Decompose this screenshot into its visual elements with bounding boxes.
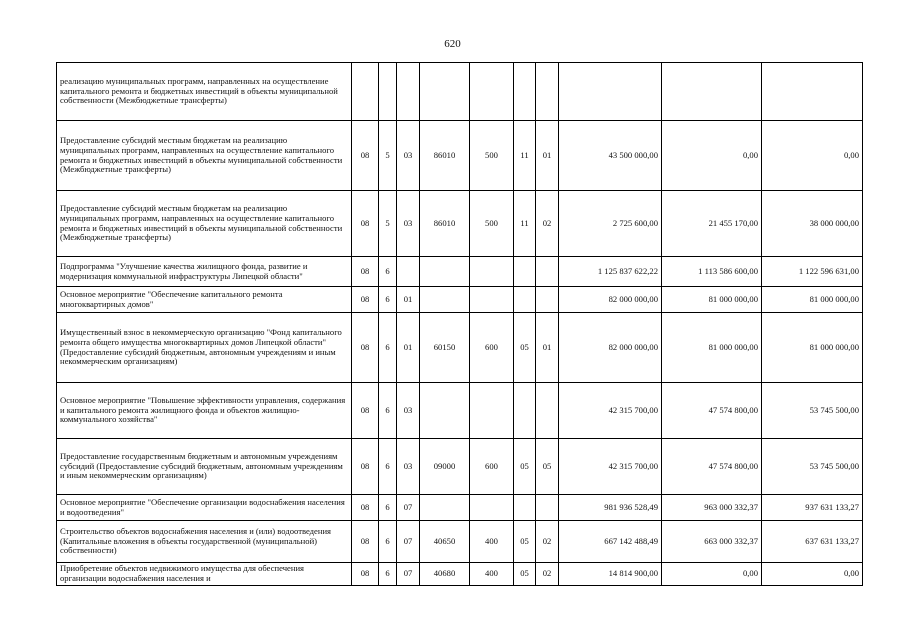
amount-year1: 42 315 700,00 [559, 383, 662, 439]
amount-year3: 0,00 [762, 121, 863, 191]
code-gp: 08 [352, 257, 379, 287]
code-section: 05 [514, 521, 536, 563]
code-subsection [536, 257, 559, 287]
amount-year2: 47 574 800,00 [662, 439, 762, 495]
amount-year2: 1 113 586 600,00 [662, 257, 762, 287]
code-direction [420, 495, 470, 521]
row-description: Основное мероприятие "Обеспечение организации водоснабжения населения и водоотведения" [57, 495, 352, 521]
code-direction: 09000 [420, 439, 470, 495]
code-om: 03 [397, 383, 420, 439]
amount-year1: 667 142 488,49 [559, 521, 662, 563]
amount-year3: 937 631 133,27 [762, 495, 863, 521]
code-expense-type [470, 257, 514, 287]
code-pp: 6 [379, 383, 397, 439]
code-om: 03 [397, 121, 420, 191]
row-description: Основное мероприятие "Повышение эффективности управления, содержания и капитального ремонта жилищного фонда и объектов жилищно-коммунального хозяйства" [57, 383, 352, 439]
code-pp: 6 [379, 257, 397, 287]
code-gp: 08 [352, 121, 379, 191]
amount-year2: 81 000 000,00 [662, 287, 762, 313]
amount-year2: 81 000 000,00 [662, 313, 762, 383]
code-section: 11 [514, 121, 536, 191]
code-pp [379, 63, 397, 121]
table-row [57, 121, 863, 191]
code-direction: 40650 [420, 521, 470, 563]
code-om: 03 [397, 439, 420, 495]
table-row [57, 495, 863, 521]
code-om [397, 257, 420, 287]
code-om: 07 [397, 563, 420, 586]
code-direction [420, 287, 470, 313]
row-description: Предоставление государственным бюджетным и автономным учреждениям субсидий (Предоставление субсидий бюджетным, автономным учреждениям и иным некоммерческим организациям) [57, 439, 352, 495]
amount-year3 [762, 63, 863, 121]
code-expense-type: 600 [470, 313, 514, 383]
code-expense-type: 400 [470, 521, 514, 563]
code-direction [420, 383, 470, 439]
code-expense-type: 400 [470, 563, 514, 586]
code-subsection [536, 495, 559, 521]
code-section [514, 383, 536, 439]
table-row [57, 521, 863, 563]
amount-year1: 2 725 600,00 [559, 191, 662, 257]
code-pp: 6 [379, 287, 397, 313]
amount-year2: 0,00 [662, 121, 762, 191]
amount-year1: 14 814 900,00 [559, 563, 662, 586]
row-description: реализацию муниципальных программ, направленных на осуществление капитального ремонта и бюджетных инвестиций в объекты муниципальной собственности (Межбюджетные трансферты) [57, 63, 352, 121]
code-gp: 08 [352, 313, 379, 383]
code-direction: 86010 [420, 121, 470, 191]
table-row [57, 383, 863, 439]
code-om: 01 [397, 287, 420, 313]
code-gp: 08 [352, 191, 379, 257]
code-section: 05 [514, 563, 536, 586]
amount-year3: 0,00 [762, 563, 863, 586]
code-expense-type: 600 [470, 439, 514, 495]
code-direction: 86010 [420, 191, 470, 257]
code-expense-type: 500 [470, 191, 514, 257]
code-om [397, 63, 420, 121]
code-section [514, 257, 536, 287]
code-direction: 40680 [420, 563, 470, 586]
code-pp: 5 [379, 191, 397, 257]
amount-year3: 53 745 500,00 [762, 383, 863, 439]
code-pp: 5 [379, 121, 397, 191]
amount-year2: 0,00 [662, 563, 762, 586]
code-om: 07 [397, 521, 420, 563]
code-expense-type [470, 63, 514, 121]
amount-year3: 1 122 596 631,00 [762, 257, 863, 287]
amount-year3: 81 000 000,00 [762, 313, 863, 383]
code-direction: 60150 [420, 313, 470, 383]
code-pp: 6 [379, 563, 397, 586]
code-pp: 6 [379, 495, 397, 521]
code-gp: 08 [352, 383, 379, 439]
table-row [57, 563, 863, 586]
amount-year3: 38 000 000,00 [762, 191, 863, 257]
code-gp: 08 [352, 495, 379, 521]
code-section [514, 495, 536, 521]
code-gp: 08 [352, 439, 379, 495]
table-row [57, 191, 863, 257]
code-subsection: 01 [536, 313, 559, 383]
code-pp: 6 [379, 439, 397, 495]
row-description: Подпрограмма "Улучшение качества жилищного фонда, развитие и модернизация коммунальной инфраструктуры Липецкой области" [57, 257, 352, 287]
amount-year1: 42 315 700,00 [559, 439, 662, 495]
row-description: Имущественный взнос в некоммерческую организацию "Фонд капитального ремонта общего имущества многоквартирных домов Липецкой области" (Предоставление субсидий бюджетным, автономным учреждениям и иным некоммерческим организациям) [57, 313, 352, 383]
code-gp [352, 63, 379, 121]
amount-year1 [559, 63, 662, 121]
code-subsection [536, 383, 559, 439]
amount-year3: 81 000 000,00 [762, 287, 863, 313]
row-description: Предоставление субсидий местным бюджетам на реализацию муниципальных программ, направленных на осуществление капитального ремонта и бюджетных инвестиций в объекты муниципальной собственности (Межбюджетные трансферты) [57, 191, 352, 257]
table-row [57, 313, 863, 383]
budget-table [56, 62, 863, 586]
code-subsection [536, 63, 559, 121]
amount-year1: 43 500 000,00 [559, 121, 662, 191]
code-subsection: 05 [536, 439, 559, 495]
code-section: 11 [514, 191, 536, 257]
code-pp: 6 [379, 521, 397, 563]
code-expense-type [470, 495, 514, 521]
code-direction [420, 63, 470, 121]
amount-year1: 981 936 528,49 [559, 495, 662, 521]
row-description: Строительство объектов водоснабжения населения и (или) водоотведения (Капитальные вложения в объекты государственной (муниципальной) собственности) [57, 521, 352, 563]
code-direction [420, 257, 470, 287]
code-section: 05 [514, 439, 536, 495]
code-subsection: 02 [536, 191, 559, 257]
row-description: Приобретение объектов недвижимого имущества для обеспечения организации водоснабжения населения и [57, 563, 352, 586]
page-number: 620 [444, 38, 461, 50]
amount-year2: 47 574 800,00 [662, 383, 762, 439]
code-gp: 08 [352, 563, 379, 586]
amount-year1: 82 000 000,00 [559, 287, 662, 313]
table-row [57, 439, 863, 495]
amount-year3: 53 745 500,00 [762, 439, 863, 495]
code-expense-type [470, 383, 514, 439]
code-om: 01 [397, 313, 420, 383]
amount-year2: 963 000 332,37 [662, 495, 762, 521]
code-expense-type [470, 287, 514, 313]
table-row [57, 287, 863, 313]
amount-year2: 663 000 332,37 [662, 521, 762, 563]
code-section [514, 63, 536, 121]
code-gp: 08 [352, 521, 379, 563]
amount-year3: 637 631 133,27 [762, 521, 863, 563]
row-description: Предоставление субсидий местным бюджетам на реализацию муниципальных программ, направленных на осуществление капитального ремонта и бюджетных инвестиций в объекты муниципальной собственности (Межбюджетные трансферты) [57, 121, 352, 191]
code-subsection: 02 [536, 563, 559, 586]
amount-year1: 82 000 000,00 [559, 313, 662, 383]
code-subsection: 02 [536, 521, 559, 563]
code-subsection: 01 [536, 121, 559, 191]
row-description: Основное мероприятие "Обеспечение капитального ремонта многоквартирных домов" [57, 287, 352, 313]
code-expense-type: 500 [470, 121, 514, 191]
code-gp: 08 [352, 287, 379, 313]
amount-year1: 1 125 837 622,22 [559, 257, 662, 287]
table-row [57, 63, 863, 121]
code-subsection [536, 287, 559, 313]
code-pp: 6 [379, 313, 397, 383]
code-om: 03 [397, 191, 420, 257]
amount-year2: 21 455 170,00 [662, 191, 762, 257]
code-section: 05 [514, 313, 536, 383]
code-om: 07 [397, 495, 420, 521]
table-row [57, 257, 863, 287]
amount-year2 [662, 63, 762, 121]
code-section [514, 287, 536, 313]
